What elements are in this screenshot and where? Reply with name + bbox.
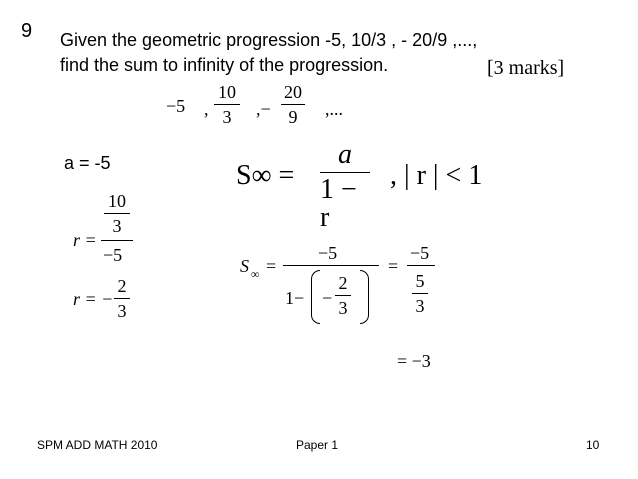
fraction-numerator: 2	[338, 273, 348, 293]
fraction-numerator: 10	[108, 191, 126, 211]
infinity-subscript: ∞	[251, 267, 260, 281]
ratio-denominator: −5	[103, 245, 123, 265]
ratio-compound-fraction	[104, 192, 130, 235]
fraction-denominator: 3	[415, 296, 425, 316]
fraction-bar	[104, 213, 130, 214]
first-term-statement: a = -5	[64, 153, 111, 173]
formula-fraction	[320, 141, 370, 232]
fraction-numerator: 10	[218, 82, 236, 102]
fraction-denominator: 3	[338, 298, 348, 318]
fraction-numerator: 20	[284, 82, 302, 102]
negative-sign: −	[322, 288, 333, 308]
equals-sign: =	[388, 256, 399, 276]
fraction-bar	[214, 104, 240, 105]
sequence-third-term	[281, 83, 305, 126]
sequence-separator: ,	[204, 99, 209, 119]
right-parenthesis	[360, 270, 369, 324]
simplified-numerator: −5	[410, 243, 430, 263]
sum-symbol: S	[240, 256, 249, 276]
question-text-line-2: find the sum to infinity of the progression.	[60, 55, 389, 75]
main-fraction-bar	[407, 265, 435, 266]
sequence-first-term: −5	[166, 96, 186, 116]
marks-label: [3 marks]	[487, 57, 565, 79]
ratio-result-equals: r = −	[73, 289, 114, 309]
question-number: 9	[21, 20, 33, 42]
ratio-equals: r =	[73, 230, 97, 250]
main-fraction-bar	[283, 265, 379, 266]
formula-lhs: S∞ =	[236, 160, 295, 191]
fraction-denominator: 3	[222, 107, 232, 127]
left-parenthesis	[311, 270, 320, 324]
final-result: = −3	[397, 351, 431, 371]
fraction-numerator: a	[338, 139, 352, 170]
fraction-denominator: 1 − r	[320, 174, 357, 233]
one-minus: 1−	[285, 288, 305, 308]
fraction-numerator: 2	[117, 276, 127, 296]
sum-numerator: −5	[318, 243, 338, 263]
fraction-numerator: 5	[415, 271, 425, 291]
fraction-bar	[412, 293, 428, 294]
equals-sign: =	[266, 256, 277, 276]
fraction-denominator: 3	[117, 301, 127, 321]
main-fraction-bar	[101, 240, 133, 241]
sequence-ellipsis: ,...	[325, 99, 343, 119]
fraction-denominator: 9	[288, 107, 298, 127]
fraction-bar	[114, 298, 130, 299]
sequence-second-term	[214, 83, 240, 126]
inner-ratio-fraction	[335, 274, 351, 317]
formula-condition: , | r | < 1	[390, 160, 483, 191]
fraction-bar	[281, 104, 305, 105]
footer-paper: Paper 1	[296, 438, 339, 452]
ratio-result-fraction	[114, 277, 130, 320]
sequence-separator: ,−	[256, 99, 271, 119]
fraction-bar	[320, 172, 370, 173]
simplified-denominator	[412, 272, 428, 315]
fraction-denominator: 3	[112, 216, 122, 236]
footer-page-number: 10	[586, 438, 600, 452]
fraction-bar	[335, 295, 351, 296]
footer-course: SPM ADD MATH 2010	[37, 438, 158, 452]
question-text-line-1: Given the geometric progression -5, 10/3 , - 20/9 ,...,	[60, 30, 478, 50]
